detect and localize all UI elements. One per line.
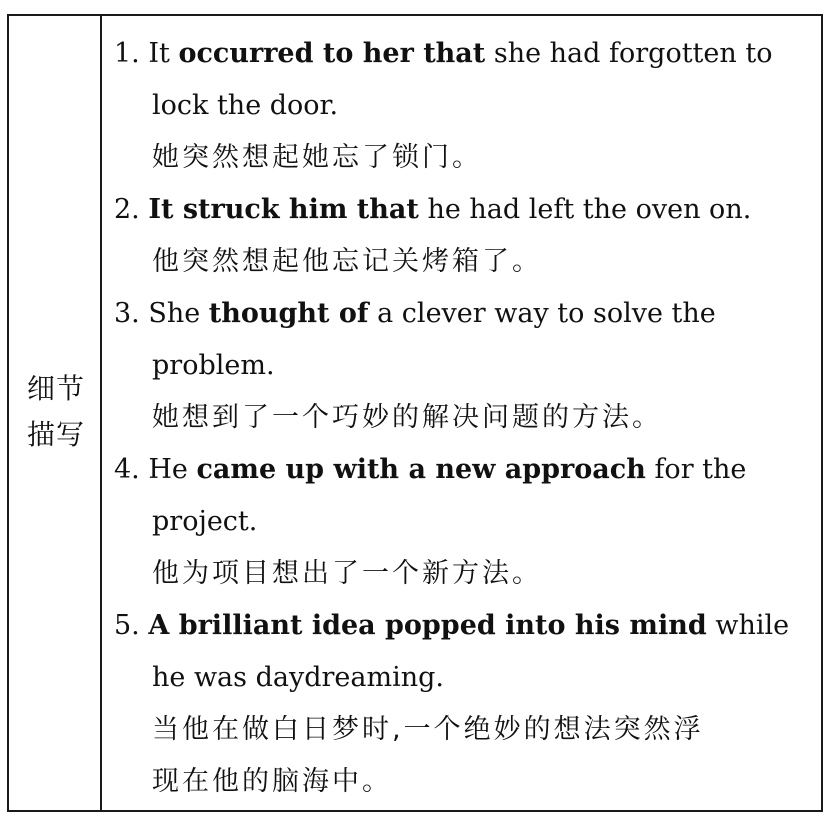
example-chinese: 他为项目想出了一个新方法。 (152, 558, 542, 589)
example-number: 2. (114, 194, 140, 225)
key-phrase: came up with a new approach (196, 454, 646, 485)
example-chinese: 她突然想起她忘了锁门。 (152, 142, 482, 173)
example-chinese-cont: 现在他的脑海中。 (152, 766, 392, 797)
example-chinese: 他突然想起他忘记关烤箱了。 (152, 246, 542, 277)
category-column (9, 16, 102, 810)
example-chinese: 当他在做白日梦时,一个绝妙的想法突然浮 (152, 714, 704, 745)
category-label: 细节描写 (27, 372, 86, 451)
example-number: 1. (114, 38, 140, 69)
example-number: 5. (114, 610, 140, 641)
example-number: 3. (114, 298, 140, 329)
vocabulary-table (7, 14, 823, 812)
example-number: 4. (114, 454, 140, 485)
example-chinese: 她想到了一个巧妙的解决问题的方法。 (152, 402, 662, 433)
key-phrase: thought of (208, 298, 369, 329)
key-phrase: occurred to her that (178, 38, 486, 69)
key-phrase: It struck him that (148, 194, 419, 225)
examples-column: 1. It occurred to her that she had forgotten to lock the door. 她突然想起她忘了锁门。 2. It struck him that he had left the oven on. 他突然想起他忘记关烤箱了。 3. She thought of a clever way to solve the problem. 她想到了一个巧妙的解决问题的方法。 4. He came up with a new approach for the project. 他为项目想出了一个新方法。 5. A brilliant idea popped into his mind while he was daydreaming. 当他在做白日梦时,一个绝妙的想法突然浮 现在他的脑海中。 (102, 16, 821, 810)
key-phrase: A brilliant idea popped into his mind (148, 610, 707, 641)
